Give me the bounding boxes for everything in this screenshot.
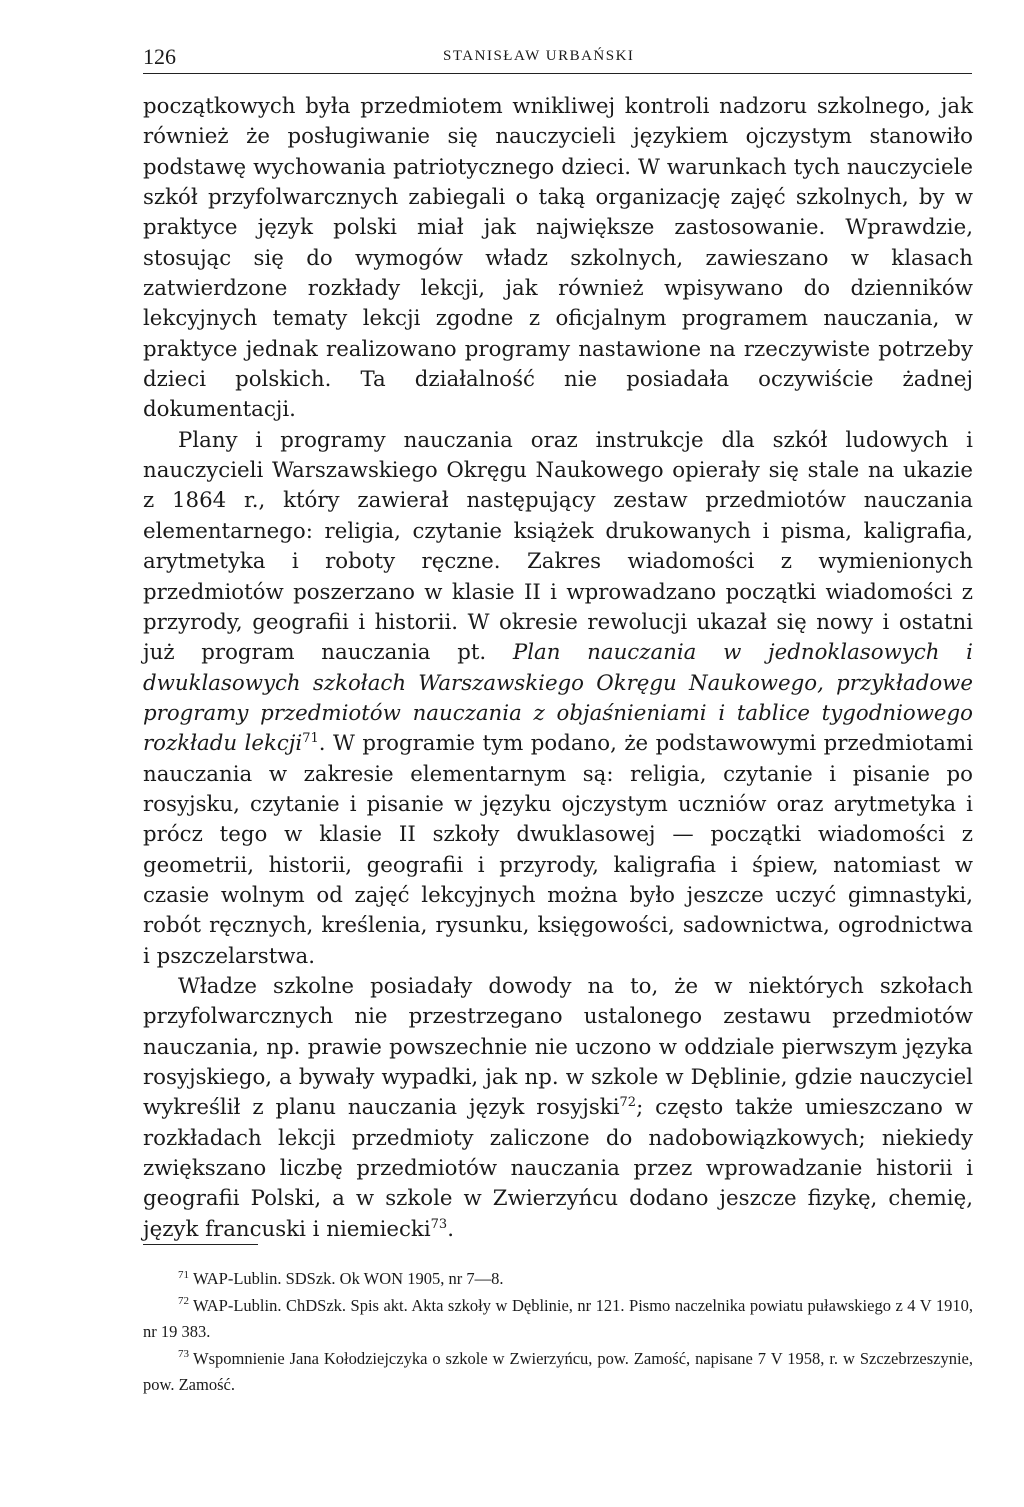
paragraph-1-text: początkowych była przedmiotem wnikliwej kontroli nadzoru szkolnego, jak również że posługiwanie się nauczycieli językiem ojczystym stanowiło podstawę wychowania patriotycznego dzieci. W warunkach tych nauczyciele szkół przyfolwarcznych zabiegali o taką organizację zajęć szkolnych, by w praktyce język polski miał jak największe zastosowanie. Wprawdzie, stosując się do wymogów władz szkolnych, zawieszano w klasach zatwierdzone rozkłady lekcji, jak również wpisywano do dzienników lekcyjnych tematy lekcji zgodne z oficjalnym programem nauczania, w praktyce jednak realizowano programy nastawione na rzeczywiste potrzeby dzieci polskich. Ta działalność nie posiadała oczywiście żadnej dokumentacji. <box>143 94 973 423</box>
footnote-text: WAP-Lublin. SDSzk. Ok WON 1905, nr 7—8. <box>193 1269 504 1288</box>
header-rule <box>143 73 972 74</box>
footnote-number: 71 <box>178 1268 189 1281</box>
paragraph-2 <box>143 426 973 972</box>
body-text <box>143 92 973 1245</box>
footnote-text: Wspomnienie Jana Kołodziejczyka o szkole w Zwierzyńcu, pow. Zamość, napisane 7 V 1958, r. w Szczebrzeszynie, pow. Zamość. <box>143 1348 973 1394</box>
paragraph-2-after: . W programie tym podano, że podstawowymi przedmiotami nauczania w zakresie elementarnym są: religia, czytanie i pisanie po rosyjsku, czytanie i pisanie w języku ojczystym uczniów oraz arytmetyka i prócz tego w klasie II szkoły dwuklasowej — początki wiadomości z geometrii, historii, geografii i przyrody, kaligrafia i śpiew, natomiast w czasie wolnym od zajęć lekcyjnych można było jeszcze uczyć gimnastyki, robót ręcznych, kreślenia, rysunku, księgowości, sadownictwa, ogrodnictwa i pszczelarstwa. <box>143 731 973 969</box>
paragraph-3 <box>143 972 973 1245</box>
footnote-text: WAP-Lublin. ChDSzk. Spis akt. Akta szkoły w Dęblinie, nr 121. Pismo naczelnika powiatu puławskiego z 4 V 1910, nr 19 383. <box>143 1295 973 1341</box>
footnote-ref-73: 73 <box>430 1216 448 1232</box>
paragraph-3-before: Władze szkolne posiadały dowody na to, że w niektórych szkołach przyfolwarcznych nie przestrzegano ustalonego zestawu przedmiotów nauczania, np. prawie powszechnie nie uczono w oddziale pierwszym języka rosyjskiego, a bywały wypadki, jak np. w szkole w Dęblinie, gdzie nauczyciel wykreślił z planu nauczania język rosyjski <box>143 973 973 1121</box>
running-head: STANISŁAW URBAŃSKI <box>443 48 635 64</box>
footnote-71 <box>143 1266 973 1293</box>
paragraph-3-after: . <box>447 1216 454 1242</box>
footnote-ref-72: 72 <box>619 1095 637 1111</box>
footnote-number: 73 <box>178 1348 189 1360</box>
footnote-rule <box>143 1244 258 1245</box>
footnotes <box>143 1266 973 1399</box>
paragraph-3-middle: ; często także umieszczano w rozkładach lekcji przedmioty zaliczone do nadobowiązkowych; niekiedy zwiększano liczbę przedmiotów nauczania przez wprowadzanie historii i geografii Polski, a w szkole w Zwierzyńcu dodano jeszcze fizykę, chemię, język francuski i niemiecki <box>143 1095 973 1242</box>
program-title: Plan nauczania w jednoklasowych i dwuklasowych szkołach Warszawskiego Okręgu Naukowego, przykładowe programy przedmiotów nauczania z objaśnieniami i tablice tygodniowego rozkładu lekcji <box>143 640 973 757</box>
footnote-ref-71: 71 <box>302 731 319 747</box>
footnote-72 <box>143 1293 973 1346</box>
footnote-number: 72 <box>178 1295 189 1307</box>
paragraph-2-before: Plany i programy nauczania oraz instrukcje dla szkół ludowych i nauczycieli Warszawskiego Okręgu Naukowego opierały się stale na ukazie z 1864 r., który zawierał następujący zestaw przedmiotów nauczania elementarnego: religia, czytanie książek drukowanych i pisma, kaligrafia, arytmetyka i roboty ręczne. Zakres wiadomości z wymienionych przedmiotów poszerzano w klasie II i wprowadzano początki wiadomości z przyrody, geografii i historii. W okresie rewolucji ukazał się nowy i ostatni już program nauczania pt. <box>143 427 973 666</box>
paragraph-1 <box>143 92 973 426</box>
page-header <box>143 40 972 74</box>
page-number: 126 <box>143 44 176 69</box>
footnote-73 <box>143 1346 973 1399</box>
